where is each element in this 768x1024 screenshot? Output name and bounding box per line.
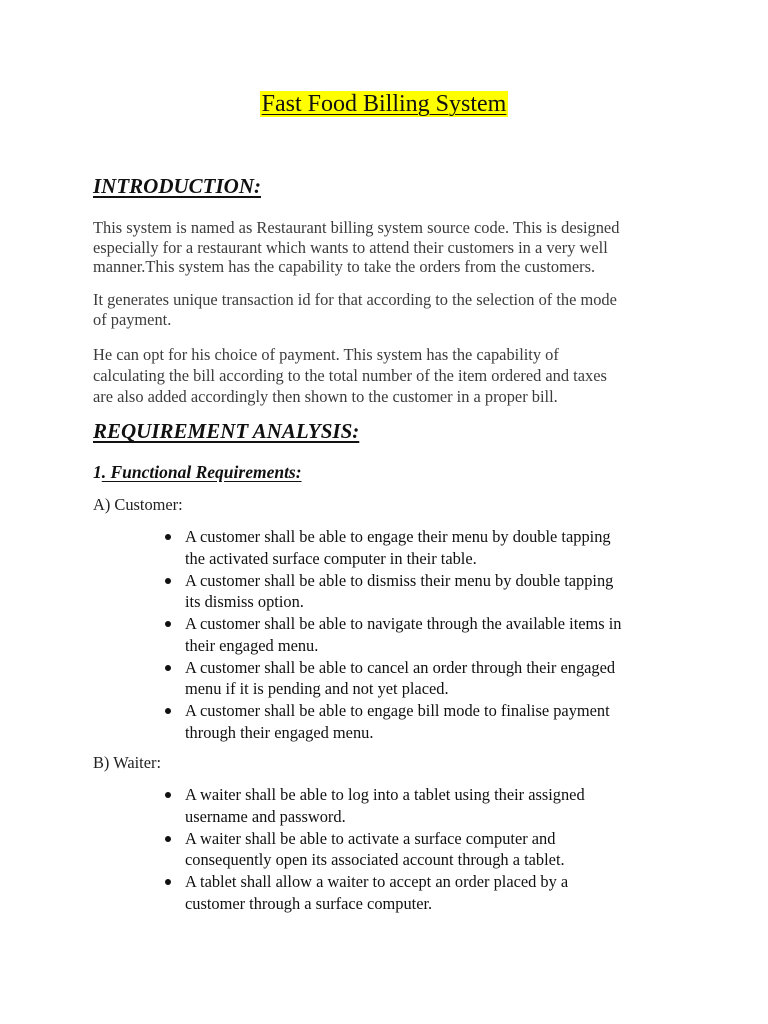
paragraph-line: It generates unique transaction id for that according to the selection of the mode <box>93 290 617 309</box>
list-item-line: username and password. <box>185 806 346 826</box>
paragraph-line: calculating the bill according to the total number of the item ordered and taxes <box>93 366 607 385</box>
list-item-line: the activated surface computer in their table. <box>185 548 477 568</box>
document-title: Fast Food Billing System <box>261 91 507 117</box>
list-item <box>163 570 622 614</box>
list-item-line: customer through a surface computer. <box>185 893 433 913</box>
paragraph-line: This system is named as Restaurant billing system source code. This is designed <box>93 218 620 237</box>
list-item <box>163 613 622 657</box>
list-item-line: consequently open its associated account through a tablet. <box>185 850 565 870</box>
list-item-line: A waiter shall be able to activate a surface computer and <box>185 828 556 848</box>
bullet-icon <box>163 657 173 679</box>
list-item-line: its dismiss option. <box>185 592 304 612</box>
list-item-line: A customer shall be able to dismiss their menu by double tapping <box>185 570 614 590</box>
requirement-analysis-heading: REQUIREMENT ANALYSIS: <box>93 419 360 443</box>
list-item <box>163 784 585 828</box>
customer-label: A) Customer: <box>93 495 183 514</box>
list-item <box>163 828 585 872</box>
paragraph-line: are also added accordingly then shown to the customer in a proper bill. <box>93 387 558 406</box>
list-item-line: A customer shall be able to engage bill mode to finalise payment <box>185 701 610 720</box>
customer-requirements-list <box>163 526 622 744</box>
list-item-line: A tablet shall allow a waiter to accept an order placed by a <box>185 872 569 891</box>
list-item-line: A customer shall be able to navigate through the available items in <box>185 614 622 633</box>
list-item <box>163 871 585 915</box>
bullet-icon <box>163 784 173 806</box>
introduction-heading: INTRODUCTION: <box>93 174 261 198</box>
bullet-icon <box>163 526 173 548</box>
subheading-number: 1 <box>93 462 102 482</box>
paragraph-line: of payment. <box>93 310 172 329</box>
bullet-icon <box>163 828 173 850</box>
subheading-text: . Functional Requirements: <box>101 462 302 482</box>
intro-paragraph-1 <box>93 218 619 277</box>
bullet-icon <box>163 613 173 635</box>
list-item-line: through their engaged menu. <box>185 722 374 742</box>
list-item <box>163 657 622 701</box>
bullet-icon <box>163 871 173 893</box>
intro-paragraph-3 <box>93 344 607 407</box>
paragraph-line: He can opt for his choice of payment. This system has the capability of <box>93 345 559 364</box>
bullet-icon <box>163 570 173 592</box>
bullet-icon <box>163 700 173 722</box>
document-title-wrapper <box>0 88 768 120</box>
list-item <box>163 700 622 744</box>
waiter-requirements-list <box>163 784 585 915</box>
list-item-line: A waiter shall be able to log into a tablet using their assigned <box>185 785 585 804</box>
list-item <box>163 526 622 570</box>
paragraph-line: especially for a restaurant which wants to attend their customers in a very well <box>93 237 608 257</box>
paragraph-line: manner.This system has the capability to take the orders from the customers. <box>93 257 596 276</box>
list-item-line: A customer shall be able to cancel an order through their engaged <box>185 657 616 677</box>
functional-requirements-subheading <box>93 461 302 483</box>
intro-paragraph-2 <box>93 290 617 330</box>
list-item-line: their engaged menu. <box>185 635 319 655</box>
list-item-line: A customer shall be able to engage their menu by double tapping <box>185 527 611 546</box>
waiter-label: B) Waiter: <box>93 753 162 772</box>
list-item-line: menu if it is pending and not yet placed. <box>185 679 449 699</box>
